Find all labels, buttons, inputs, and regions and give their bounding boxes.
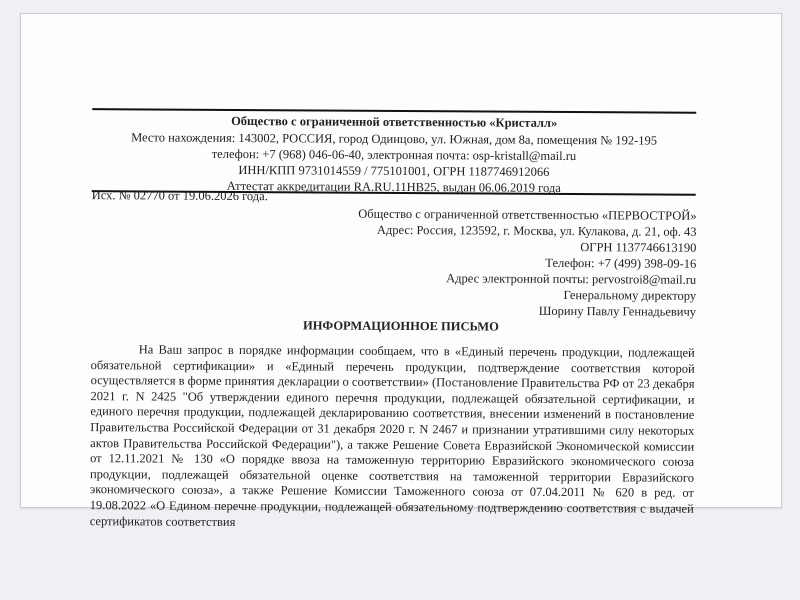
recipient-name: Шорину Павлу Геннадьевичу xyxy=(538,303,697,319)
letter-body-paragraph: На Ваш запрос в порядке информации сообщаем, что в «Единый перечень продукции, подлежащей обязательной сертификации» и «Единый перечень продукции, подтверждение соответствия которой осуществляется в форме принятия декларации о соответствии» (Постановление Правительства РФ от 23 декабря 2021 г. N 2425 "Об утверждении единого перечня продукции, подлежащей обязательной сертификации, и единого перечня продукции, подлежащей декларированию соответствия, внесении изменений в постановление Правительства Российской Федерации от 31 декабря 2020 г. N 2467 и признании утратившими силу некоторых актов Правительства Российской Федерации"), а также Решение Совета Евразийской Экономической комиссии от 12.11.2021 № 130 «О порядке ввоза на таможенную территорию Евразийского экономического союза продукции, подлежащей обязательной оценке соответствия на таможенной территории Евразийского экономического союза», а также Решение Комиссии Таможенного союза от 07.04.2011 № 620 в ред. от 19.08.2022 «О Едином перечне продукции, подлежащей обязательному подтверждению соответствия с выдачей сертификатов соответствия xyxy=(89,342,695,529)
letterhead-location: Место нахождения: 143002, РОССИЯ, город Одинцово, ул. Южная, дом 8а, помещения № 192-195 xyxy=(131,130,658,148)
recipient-address: Адрес: Россия, 123592, г. Москва, ул. Кулакова, д. 21, оф. 43 xyxy=(376,222,697,239)
letterhead-accreditation: Аттестат аккредитации RA.RU.11НВ25, выдан 06.06.2019 года xyxy=(226,178,561,195)
document-page xyxy=(20,13,782,529)
recipient-position: Генеральному директору xyxy=(563,287,697,303)
letter-title: ИНФОРМАЦИОННОЕ ПИСЬМО xyxy=(302,318,499,334)
recipient-org: Общество с ограниченной ответственностью «ПЕРВОСТРОЙ» xyxy=(358,206,697,223)
recipient-ogrn: ОГРН 1137746613190 xyxy=(580,240,697,255)
recipient-email: Адрес электронной почты: pervostroi8@mail.ru xyxy=(446,271,697,287)
letterhead-contacts: телефон: +7 (968) 046-06-40, электронная почта: osp-kristall@mail.ru xyxy=(211,146,577,164)
letterhead-company: Общество с ограниченной ответственностью «Кристалл» xyxy=(231,113,558,130)
scanned-letter xyxy=(20,12,783,529)
outgoing-number: Исх. № 02770 от 19.06.2026 года. xyxy=(91,188,268,204)
letterhead-ids: ИНН/КПП 9731014559 / 775101001, ОГРН 1187746912066 xyxy=(238,163,550,179)
letter-body xyxy=(90,342,695,533)
recipient-phone: Телефон: +7 (499) 398-09-16 xyxy=(545,255,697,271)
